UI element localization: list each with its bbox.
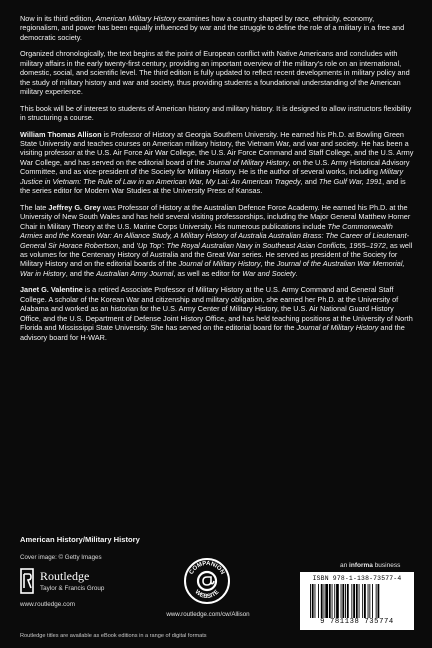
informa-prefix: an xyxy=(340,562,350,569)
barcode-icon xyxy=(310,584,408,618)
journal-ref: Journal of Military History xyxy=(178,259,261,269)
author-bio-valentine xyxy=(20,285,414,342)
book-ref: Military Justice in Vietnam: The Rule of Law in an American War, My Lai: An American Tragedy xyxy=(20,167,404,186)
blurb-text xyxy=(20,14,414,349)
bio-text: , and is the series editor for Modern War Studies at the University Press of Kansas. xyxy=(20,176,406,196)
publisher-name: Routledge xyxy=(40,569,90,583)
publisher-logo xyxy=(20,566,130,610)
book-ref: 'Up Top': The Royal Australian Navy in Southeast Asian Conflicts, 1955–1972 xyxy=(136,240,386,250)
overview-paragraph: Organized chronologically, the text begins at the point of European conflict with Native Americans and concludes with military affairs in the early twenty-first century, providing an important overview of the military's role on an international, domestic, social, and scientific level. The third edition is fully updated to reflect recent developments in military policy and the study of military history and war and society, thus providing students a foundational understanding of the American military experience. xyxy=(20,49,410,97)
audience-paragraph: This book will be of interest to students of American history and military history. It is designed to allow instructors flexibility in structuring a course. xyxy=(20,103,412,123)
author-name: Janet G. Valentine xyxy=(20,285,83,295)
journal-ref: Journal of Military History xyxy=(296,323,379,333)
bio-text: The late xyxy=(20,202,49,212)
companion-badge-top: COMPANION xyxy=(188,560,226,576)
journal-ref: Australian Army Journal xyxy=(96,268,174,278)
companion-website-url[interactable]: www.routledge.com/cw/Allison xyxy=(166,611,250,618)
bio-text: , as well as volumes for the Centenary History of Australia and the Great War series. He served as president of the Society for Military History and on the editorial boards of the xyxy=(20,240,413,269)
routledge-logo-icon xyxy=(20,568,34,594)
isbn-digits: 9 781138 735774 xyxy=(320,618,394,626)
isbn-barcode xyxy=(300,572,414,630)
companion-badge-bottom: WEBSITE xyxy=(193,589,221,601)
subject-category: American History/Military History xyxy=(20,535,140,544)
intro-text-cont: examines how a country shaped by race, ethnicity, economy, regionalism, and power has been equally influenced by war and the struggle to define the role of a military in a free and democratic society. xyxy=(20,14,405,42)
author-bio-allison xyxy=(20,130,414,196)
author-name: William Thomas Allison xyxy=(20,129,102,139)
bio-text: is Professor of History at Georgia Southern University. He earned his Ph.D. at Bowling Green State University and teaches courses on American military history, the Vietnam War, and war and society. He has been a visiting professor at the U.S. Air Force Air War College, the U.S. Air Force Command and Staff College, and the U.S. Army War College, and has served on the editorial board of the xyxy=(20,129,414,167)
journal-ref: Journal of the Australian War Memorial, War in History xyxy=(20,259,405,278)
bio-text: and the advisory board for H-WAR. xyxy=(20,323,405,342)
bio-text: , and xyxy=(118,240,137,250)
bio-text: is a retired Associate Professor of Military History at the U.S. Army Command and General Staff College. A scholar of the Korean War and citizenship and military obligation, she earned her Ph.D. at the University of Alabama and worked as an historian for the U.S. Army Center of Military History, the U.S. Air National Guard History Office, and the U.S. Department of Defense Joint History Office, and has held teaching positions at the University of North Florida and Mississippi State University. She has served on the editorial board for the xyxy=(20,285,413,333)
publisher-group: Taylor & Francis Group xyxy=(40,585,105,592)
bio-text: , and xyxy=(300,176,319,186)
isbn-label: ISBN 978-1-138-73577-4 xyxy=(312,575,402,582)
book-ref: The Gulf War, 1991 xyxy=(318,176,383,186)
bio-text: , and the xyxy=(65,268,97,278)
journal-ref: Journal of Military History xyxy=(206,157,289,167)
intro-paragraph xyxy=(20,14,414,42)
cover-image-credit: Cover image: © Getty Images xyxy=(20,554,102,561)
informa-brand: informa xyxy=(349,562,373,569)
ebook-availability-note: Routledge titles are available as eBook editions in a range of digital formats xyxy=(20,633,207,639)
bio-text: was Professor of History at the Australian Defence Force Academy. He earned his Ph.D. at the University of New South Wales and has held several visiting professorships, including the Major General Matthew Horner Chair in Military Theory at the U.S. Marine Corps University. His numerous publications include xyxy=(20,202,411,231)
bio-text: , on the U.S. Army Historical Advisory Committee, and as vice-president of the Society for Military History. He is the author of several works, including xyxy=(20,157,410,177)
author-name: Jeffrey G. Grey xyxy=(48,202,101,212)
informa-suffix: business xyxy=(372,562,401,569)
bio-text: . xyxy=(295,268,298,278)
publisher-url[interactable]: www.routledge.com xyxy=(20,601,75,608)
journal-ref: War and Society xyxy=(242,268,296,278)
companion-website-icon xyxy=(183,557,231,605)
bio-text: , as well as editor for xyxy=(173,268,243,278)
intro-text: Now in its third edition, xyxy=(20,14,96,23)
book-ref: The Commonwealth Armies and the Korean War: An Alliance Study, A Military History of Australia Australian Brass: The Career of Lieutenant-General Sir Horace Robertson xyxy=(20,221,410,250)
informa-business-tag xyxy=(340,562,400,569)
bio-text: , the xyxy=(260,259,277,269)
author-bio-grey xyxy=(20,203,414,279)
book-title-ref: American Military History xyxy=(95,14,177,23)
